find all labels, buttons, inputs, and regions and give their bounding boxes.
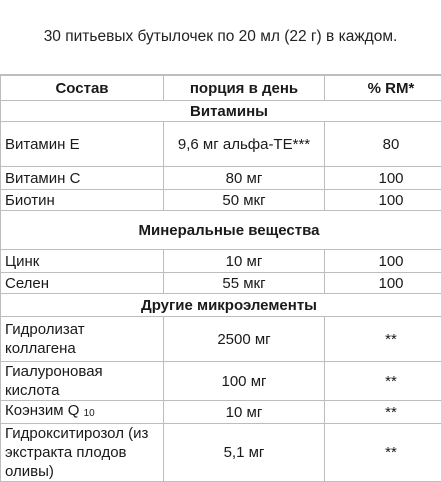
table-row bbox=[1, 250, 441, 273]
table-row bbox=[1, 362, 441, 401]
header-rm: % RM* bbox=[325, 76, 441, 101]
nutrient-rm: ** bbox=[325, 401, 441, 424]
table-header-row bbox=[1, 76, 441, 101]
nutrient-portion: 5,1 мг bbox=[164, 424, 325, 482]
nutrient-rm: ** bbox=[325, 362, 441, 401]
nutrient-rm: 100 bbox=[325, 167, 441, 190]
table-row bbox=[1, 190, 441, 211]
nutrient-rm: 100 bbox=[325, 250, 441, 273]
table-row bbox=[1, 317, 441, 362]
nutrient-portion: 10 мг bbox=[164, 250, 325, 273]
nutrient-portion: 10 мг bbox=[164, 401, 325, 424]
section-row-micro bbox=[1, 294, 441, 317]
nutrient-name: Биотин bbox=[1, 190, 164, 211]
nutrient-name: Гидрокситирозол (из экстракта плодов оливы) bbox=[1, 424, 164, 482]
nutrient-portion: 9,6 мг альфа-ТЕ*** bbox=[164, 122, 325, 167]
nutrient-name: Цинк bbox=[1, 250, 164, 273]
table-row bbox=[1, 424, 441, 482]
section-row-minerals bbox=[1, 211, 441, 250]
nutrient-name-subscript: 10 bbox=[84, 408, 95, 419]
nutrient-name bbox=[1, 401, 164, 424]
nutrient-name: Гидролизат коллагена bbox=[1, 317, 164, 362]
nutrient-name-text: Коэнзим Q bbox=[5, 402, 79, 419]
nutrient-rm: 100 bbox=[325, 273, 441, 294]
nutrient-portion: 55 мкг bbox=[164, 273, 325, 294]
composition-table bbox=[0, 75, 441, 482]
section-title: Минеральные вещества bbox=[1, 211, 441, 250]
section-row-vitamins bbox=[1, 101, 441, 122]
nutrient-name: Селен bbox=[1, 273, 164, 294]
nutrient-name: Витамин С bbox=[1, 167, 164, 190]
nutrient-portion: 100 мг bbox=[164, 362, 325, 401]
nutrient-name: Витамин Е bbox=[1, 122, 164, 167]
nutrient-rm: ** bbox=[325, 424, 441, 482]
nutrient-portion: 50 мкг bbox=[164, 190, 325, 211]
package-caption: 30 питьевых бутылочек по 20 мл (22 г) в каждом. bbox=[0, 0, 441, 75]
nutrient-portion: 80 мг bbox=[164, 167, 325, 190]
header-portion: порция в день bbox=[164, 76, 325, 101]
table-row bbox=[1, 273, 441, 294]
table-row bbox=[1, 401, 441, 424]
nutrient-rm: 100 bbox=[325, 190, 441, 211]
nutrient-rm: ** bbox=[325, 317, 441, 362]
nutrient-rm: 80 bbox=[325, 122, 441, 167]
section-title: Витамины bbox=[1, 101, 441, 122]
nutrient-portion: 2500 мг bbox=[164, 317, 325, 362]
nutrient-name: Гиалуроновая кислота bbox=[1, 362, 164, 401]
header-composition: Состав bbox=[1, 76, 164, 101]
section-title: Другие микроэлементы bbox=[1, 294, 441, 317]
table-row bbox=[1, 122, 441, 167]
table-row bbox=[1, 167, 441, 190]
